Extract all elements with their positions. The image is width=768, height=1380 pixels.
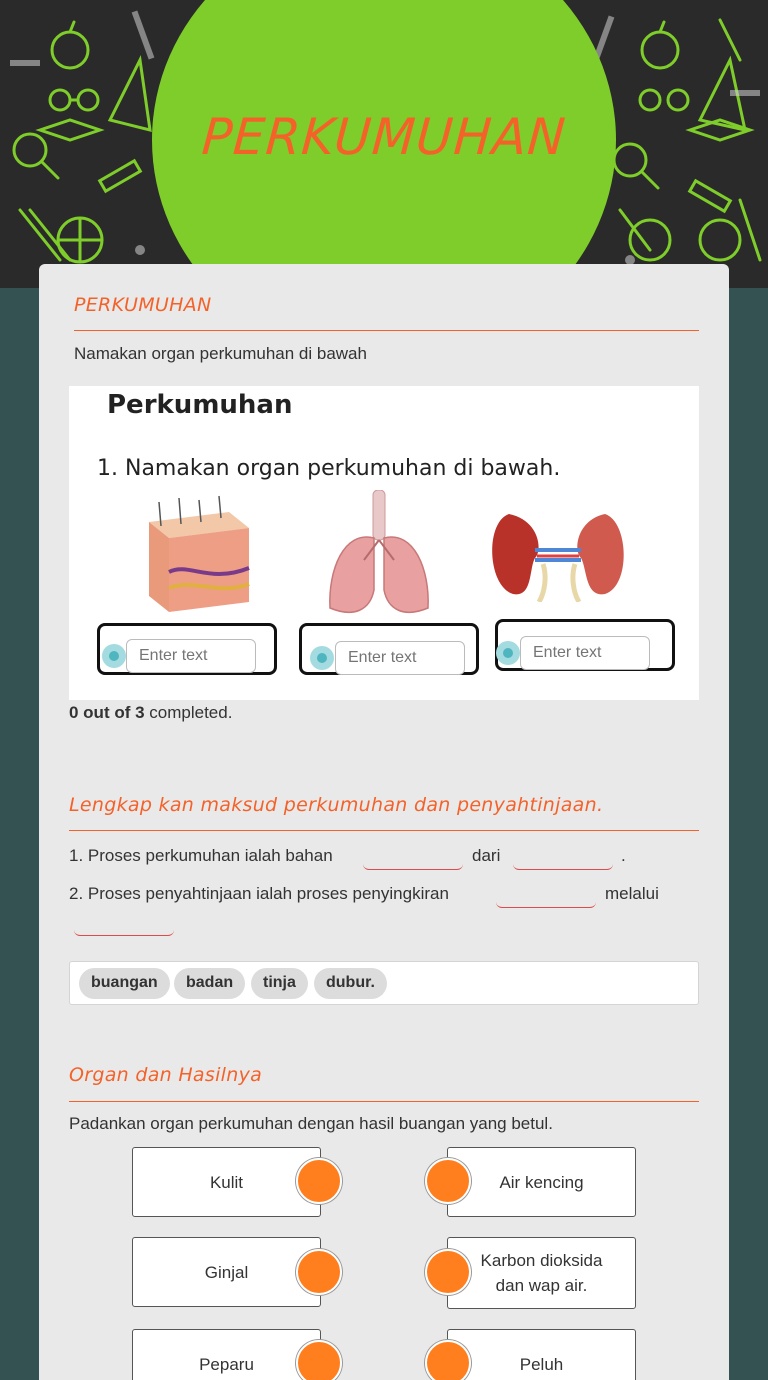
skin-picture: [139, 492, 255, 618]
blank-drop-zone-4[interactable]: [74, 912, 174, 936]
fill-line-1-text-c: .: [621, 846, 626, 865]
section-title-1: PERKUMUHAN: [74, 294, 212, 316]
worksheet-card: [39, 264, 729, 1380]
match-connector[interactable]: [425, 1158, 471, 1204]
match-right-label: Peluh: [519, 1354, 564, 1374]
answer-input-kidneys[interactable]: [520, 636, 650, 670]
match-right-label: Karbon dioksida dan wap air.: [480, 1251, 603, 1295]
fill-line-1-text-a: 1. Proses perkumuhan ialah bahan: [69, 846, 333, 865]
match-connector[interactable]: [425, 1340, 471, 1380]
word-chip[interactable]: dubur.: [314, 968, 387, 999]
hotspot-marker: [496, 641, 520, 665]
match-right-item[interactable]: [447, 1147, 636, 1217]
fill-line-1-text-b: dari: [472, 846, 501, 865]
match-right-item[interactable]: [447, 1237, 636, 1309]
match-connector[interactable]: [296, 1158, 342, 1204]
section-instruction-3: Padankan organ perkumuhan dengan hasil buangan yang betul.: [69, 1114, 553, 1133]
section-divider: [69, 830, 699, 831]
blank-drop-zone-1[interactable]: [363, 846, 463, 870]
header-banner: [0, 0, 768, 288]
fill-line-2-text-a: 2. Proses penyahtinjaan ialah proses penyingkiran: [69, 884, 449, 903]
blank-drop-zone-2[interactable]: [513, 846, 613, 870]
match-left-label: Kulit: [209, 1172, 244, 1192]
word-chip[interactable]: tinja: [251, 968, 308, 999]
match-connector[interactable]: [296, 1249, 342, 1295]
lungs-picture: [324, 490, 434, 622]
answer-input-skin[interactable]: [126, 639, 256, 673]
completion-status: [69, 703, 232, 723]
fill-line-2-text-b: melalui: [605, 884, 659, 903]
section-instruction-1: Namakan organ perkumuhan di bawah: [74, 344, 367, 363]
completion-count: 0 out of 3: [69, 703, 145, 722]
word-chip[interactable]: badan: [174, 968, 245, 999]
match-right-label: Air kencing: [499, 1172, 584, 1192]
section-divider: [69, 1101, 699, 1102]
completion-suffix: completed.: [144, 703, 233, 722]
match-left-item[interactable]: [132, 1329, 321, 1380]
match-left-item[interactable]: [132, 1237, 321, 1307]
section-title-3: Organ dan Hasilnya: [69, 1064, 263, 1086]
section-divider: [74, 330, 699, 331]
worksheet-image: [69, 386, 699, 700]
hotspot-marker: [102, 644, 126, 668]
kidneys-picture: [489, 506, 631, 602]
match-left-item[interactable]: [132, 1147, 321, 1217]
match-left-label: Peparu: [199, 1354, 254, 1374]
section-title-2: Lengkap kan maksud perkumuhan dan penyahtinjaan.: [69, 794, 604, 816]
answer-input-lungs[interactable]: [335, 641, 465, 675]
hotspot-marker: [310, 646, 334, 670]
match-left-label: Ginjal: [204, 1262, 249, 1282]
worksheet-question: 1. Namakan organ perkumuhan di bawah.: [97, 456, 561, 481]
word-bank: [69, 961, 699, 1005]
blank-drop-zone-3[interactable]: [496, 884, 596, 908]
word-chip[interactable]: buangan: [79, 968, 170, 999]
page-title: PERKUMUHAN: [200, 108, 568, 166]
worksheet-heading: Perkumuhan: [107, 390, 293, 420]
match-connector[interactable]: [296, 1340, 342, 1380]
match-right-item[interactable]: [447, 1329, 636, 1380]
match-connector[interactable]: [425, 1249, 471, 1295]
